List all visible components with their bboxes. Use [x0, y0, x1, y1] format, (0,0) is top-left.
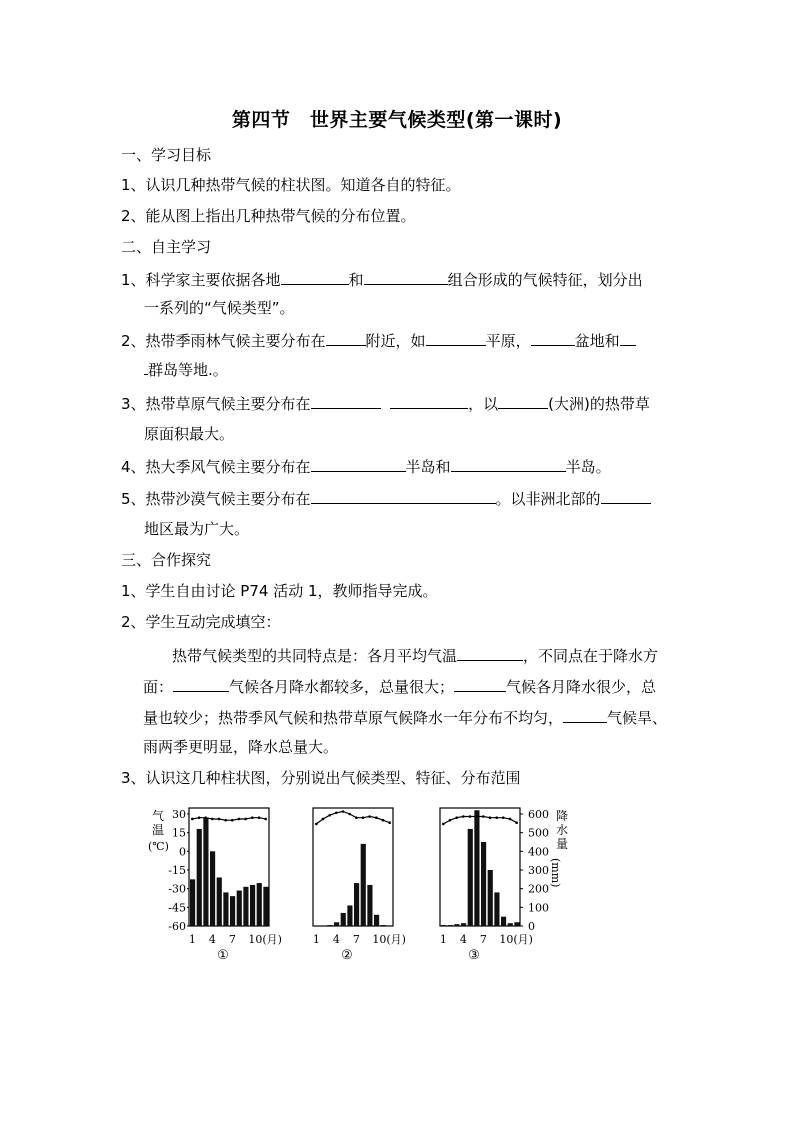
climate-chart-2: [313, 808, 406, 963]
question-5-continued: 地区最为广大。: [144, 520, 250, 538]
question-3: [121, 393, 650, 414]
question-2-text-c: 平原，: [485, 332, 531, 350]
temperature-point: [495, 816, 498, 819]
temperature-point: [244, 818, 247, 821]
question-2: [121, 330, 636, 351]
precip-bar: [448, 925, 453, 926]
temperature-point: [315, 823, 318, 826]
precip-bar: [230, 896, 235, 926]
temperature-point: [348, 813, 351, 816]
precip-bar: [494, 892, 499, 926]
temperature-point: [509, 818, 512, 821]
question-2-text-a: 2、热带季雨林气候主要分布在: [121, 332, 326, 350]
goal-item-1: 1、认识几种热带气候的柱状图。知道各自的特征。: [121, 176, 461, 194]
precip-tick-label: 0: [528, 920, 535, 933]
temperature-point: [502, 816, 505, 819]
fill-blank[interactable]: [364, 269, 448, 285]
question-1-continued: 一系列的“气候类型”。: [144, 299, 295, 317]
precip-bar: [237, 891, 242, 926]
temp-tick-labels: [168, 808, 189, 933]
fill-blank[interactable]: [281, 269, 349, 285]
precip-bar: [474, 810, 479, 926]
temperature-point: [198, 816, 201, 819]
month-tick-label: 4: [459, 933, 467, 946]
precip-bar: [341, 913, 346, 926]
precip-bar: [334, 922, 339, 926]
climate-chart-3: [440, 808, 533, 963]
precip-bar: [210, 851, 215, 926]
question-5-text-a: 5、热带沙漠气候主要分布在: [121, 490, 311, 508]
precip-bar: [381, 925, 386, 926]
precip-axis-char: 降: [556, 809, 569, 823]
month-tick-label: 1: [188, 933, 196, 946]
temperature-point: [264, 818, 267, 821]
temperature-line: [443, 817, 516, 825]
fill-blank[interactable]: [563, 707, 607, 723]
temperature-point: [191, 818, 194, 821]
month-tick-label: 10(月): [499, 933, 533, 946]
month-tick-label: 1: [312, 933, 320, 946]
temperature-point: [368, 815, 371, 818]
precip-bar: [468, 829, 473, 926]
precip-bar: [481, 842, 486, 926]
precip-axis-label: [549, 809, 568, 887]
temperature-point: [455, 816, 458, 819]
paragraph-line-2: [143, 676, 656, 697]
precip-bar: [243, 887, 248, 926]
precip-axis-char: 量: [556, 837, 569, 851]
precip-bar: [250, 885, 255, 926]
precip-bar: [197, 829, 202, 926]
precip-bar: [217, 877, 222, 926]
question-5-text-b: 。以非洲北部的: [495, 490, 601, 508]
precip-tick-label: 500: [528, 826, 549, 840]
question-2-continued: [144, 359, 228, 380]
precip-tick-label: 400: [528, 845, 549, 859]
temperature-point: [211, 818, 214, 821]
question-4-text-a: 4、热大季风气候主要分布在: [121, 458, 311, 476]
cooperation-item-3: 3、认识这几种柱状图，分别说出气候类型、特征、分布范围: [121, 769, 521, 787]
temp-axis-word-1: 气: [152, 809, 165, 823]
temperature-point: [258, 816, 261, 819]
precip-bar: [514, 922, 519, 926]
month-tick-label: 4: [208, 933, 216, 946]
chart-frame: [440, 808, 520, 926]
fill-blank[interactable]: [173, 676, 229, 692]
temp-axis-unit: (℃): [148, 840, 169, 853]
question-2-text-d: 盆地和: [574, 332, 620, 350]
temperature-point: [224, 819, 227, 822]
precip-bar: [501, 917, 506, 926]
fill-blank[interactable]: [390, 393, 468, 409]
precip-bar: [190, 879, 195, 926]
temperature-point: [362, 816, 365, 819]
chart-number-label: ②: [341, 948, 353, 963]
precip-axis-char: 水: [556, 823, 569, 837]
temperature-point: [462, 815, 465, 818]
chart-number-label: ③: [468, 948, 480, 963]
precip-bar: [461, 923, 466, 926]
precip-bar: [203, 818, 208, 926]
question-4-text-c: 半岛。: [565, 458, 611, 476]
precip-tick-labels: [520, 808, 549, 933]
section-heading-goals: 一、学习目标: [121, 146, 212, 164]
temperature-point: [231, 819, 234, 822]
paragraph-line-1: [172, 645, 658, 666]
precip-bar: [347, 905, 352, 926]
month-tick-label: 7: [228, 933, 236, 946]
precip-bar: [263, 887, 268, 926]
month-tick-label: 4: [332, 933, 340, 946]
temp-tick-label: -30: [168, 882, 186, 896]
fill-blank[interactable]: [311, 456, 406, 472]
temperature-point: [218, 818, 221, 821]
paragraph-text: 气候各月降水很少，总: [506, 678, 657, 696]
fill-blank[interactable]: [601, 488, 651, 504]
temperature-point: [322, 818, 325, 821]
temperature-point: [238, 818, 241, 821]
temperature-point: [388, 821, 391, 824]
question-2-text-b: 附近，如: [365, 332, 426, 350]
precip-bar: [488, 870, 493, 926]
precip-bar: [361, 844, 366, 926]
fill-blank[interactable]: [426, 330, 486, 346]
month-tick-label: 7: [352, 933, 360, 946]
temperature-point: [335, 811, 338, 814]
cooperation-item-2: 2、学生互动完成填空：: [121, 613, 281, 631]
temperature-point: [469, 815, 472, 818]
precip-bar: [374, 915, 379, 926]
paragraph-text: ，不同点在于降水方: [523, 647, 659, 665]
question-1-text-b: 和: [348, 271, 364, 289]
precip-bar: [223, 892, 228, 926]
temperature-point: [342, 810, 345, 813]
month-tick-label: 1: [439, 933, 447, 946]
temperature-point: [382, 819, 385, 822]
temp-tick-label: -45: [168, 901, 186, 915]
question-3-text-c: (大洲)的热带草: [548, 395, 650, 413]
precip-bar: [441, 925, 446, 926]
chart-frame: [313, 808, 393, 926]
fill-blank[interactable]: [454, 676, 506, 692]
question-3-continued: 原面积最大。: [144, 425, 235, 443]
precip-bar: [367, 885, 372, 926]
precip-tick-label: 200: [528, 882, 549, 896]
question-4: [121, 456, 611, 477]
precip-axis-unit: (mm): [549, 858, 562, 888]
temperature-point: [375, 816, 378, 819]
precip-bar: [327, 925, 332, 926]
fill-blank[interactable]: [326, 330, 366, 346]
question-3-text-b: ，以: [468, 395, 499, 413]
temperature-point: [482, 815, 485, 818]
precip-bar: [257, 883, 262, 926]
fill-blank[interactable]: [498, 393, 548, 409]
month-tick-label: 10(月): [372, 933, 406, 946]
temperature-line: [192, 818, 265, 821]
temp-axis-word-2: 温: [152, 823, 165, 837]
precip-bar: [454, 924, 459, 926]
temperature-point: [442, 823, 445, 826]
question-1-text-c: 组合形成的气候特征，划分出: [447, 271, 643, 289]
paragraph-text: 热带气候类型的共同特点是：各月平均气温: [172, 647, 458, 665]
month-tick-label: 10(月): [248, 933, 282, 946]
fill-blank[interactable]: [311, 393, 381, 409]
temperature-point: [355, 816, 358, 819]
precip-tick-label: 300: [528, 864, 549, 877]
chart-number-label: ①: [217, 948, 229, 963]
fill-blank[interactable]: [311, 488, 496, 504]
cooperation-item-1: 1、学生自由讨论 P74 活动 1，教师指导完成。: [121, 582, 438, 600]
question-4-text-b: 半岛和: [405, 458, 451, 476]
paragraph-text: 气候各月降水都较多，总量很大；: [229, 678, 455, 696]
fill-blank[interactable]: [531, 330, 575, 346]
temperature-line: [316, 812, 389, 825]
temperature-point: [515, 821, 518, 824]
temp-tick-label: -60: [168, 920, 186, 933]
temperature-point: [204, 816, 207, 819]
temp-tick-label: 0: [179, 845, 186, 859]
temperature-point: [489, 816, 492, 819]
climate-chart-1: [189, 808, 282, 963]
question-3-text-a: 3、热带草原气候主要分布在: [121, 395, 311, 413]
section-heading-cooperation: 三、合作探究: [121, 551, 212, 569]
paragraph-line-4: 雨两季更明显，降水总量大。: [143, 738, 339, 756]
temp-tick-label: 30: [172, 808, 186, 821]
section-heading-self-study: 二、自主学习: [121, 238, 212, 256]
paragraph-text: 面：: [143, 678, 174, 696]
page-title: 第四节 世界主要气候类型(第一课时): [231, 109, 563, 131]
precip-bar: [354, 883, 359, 926]
climate-charts: [0, 800, 794, 980]
precip-tick-label: 100: [528, 901, 549, 915]
temperature-point: [475, 815, 478, 818]
question-2-text-e: 群岛等地.。: [148, 361, 228, 379]
paragraph-text: 量也较少；热带季风气候和热带草原气候降水一年分布不均匀，: [143, 709, 564, 727]
precip-bar: [508, 923, 513, 926]
question-5: [121, 488, 651, 509]
temp-tick-label: 15: [172, 826, 186, 840]
temperature-point: [251, 816, 254, 819]
precip-tick-label: 600: [528, 808, 549, 821]
question-1: [121, 269, 643, 290]
fill-blank[interactable]: [620, 330, 636, 346]
goal-item-2: 2、能从图上指出几种热带气候的分布位置。: [121, 207, 416, 225]
temperature-point: [328, 814, 331, 817]
temp-tick-label: -15: [168, 864, 186, 877]
fill-blank[interactable]: [457, 645, 523, 661]
month-tick-label: 7: [479, 933, 487, 946]
question-1-text-a: 1、科学家主要依据各地: [121, 271, 281, 289]
paragraph-line-3: [143, 707, 667, 728]
paragraph-text: 气候旱、: [607, 709, 668, 727]
fill-blank[interactable]: [451, 456, 566, 472]
temperature-point: [449, 819, 452, 822]
